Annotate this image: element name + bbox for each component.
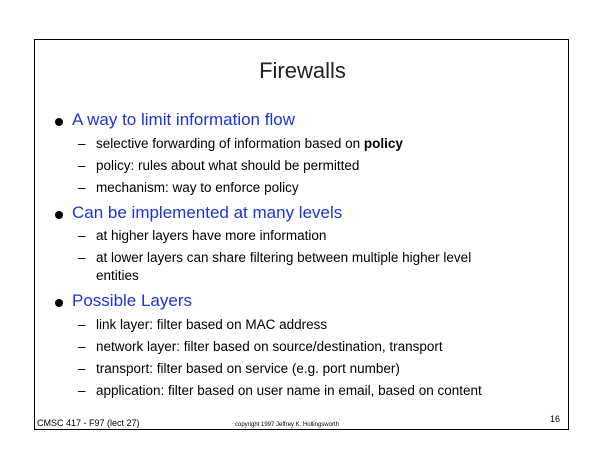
dash-marker: – — [78, 339, 86, 354]
dash-marker: – — [78, 228, 86, 243]
bullet-1-text: A way to limit information flow — [72, 110, 295, 129]
sub-item: at lower layers can share filtering between multiple higher level — [96, 250, 472, 265]
sub-item-bold: policy — [363, 136, 403, 151]
sub-item — [96, 136, 403, 151]
dash-marker: – — [78, 383, 86, 398]
bullet-3-text: Possible Layers — [72, 291, 193, 310]
dash-marker: – — [78, 317, 86, 332]
bullet-marker — [55, 299, 63, 307]
dash-marker: – — [78, 158, 86, 173]
sub-item: transport: filter based on service (e.g. port number) — [96, 361, 400, 376]
dash-marker: – — [78, 180, 86, 195]
bullet-marker — [55, 118, 63, 126]
dash-marker: – — [78, 361, 86, 376]
bullet-2-text: Can be implemented at many levels — [72, 203, 343, 222]
page-number: 16 — [550, 414, 561, 424]
footer-course: CMSC 417 - F97 (lect 27) — [37, 418, 140, 428]
sub-item: mechanism: way to enforce policy — [96, 180, 299, 195]
bullet-marker — [55, 211, 63, 219]
sub-item-continuation: entities — [96, 268, 139, 283]
slide-title: Firewalls — [259, 58, 346, 83]
sub-item: policy: rules about what should be permitted — [96, 158, 360, 173]
sub-item: at higher layers have more information — [96, 228, 327, 243]
sub-item: link layer: filter based on MAC address — [96, 317, 328, 332]
sub-item-prefix: selective forwarding of information based on — [96, 136, 364, 151]
sub-item: application: filter based on user name in email, based on content — [96, 383, 482, 398]
dash-marker: – — [78, 136, 86, 151]
footer-copyright: copyright 1997 Jeffrey K. Hollingsworth — [235, 422, 339, 428]
dash-marker: – — [78, 250, 86, 265]
sub-item: network layer: filter based on source/destination, transport — [96, 339, 443, 354]
